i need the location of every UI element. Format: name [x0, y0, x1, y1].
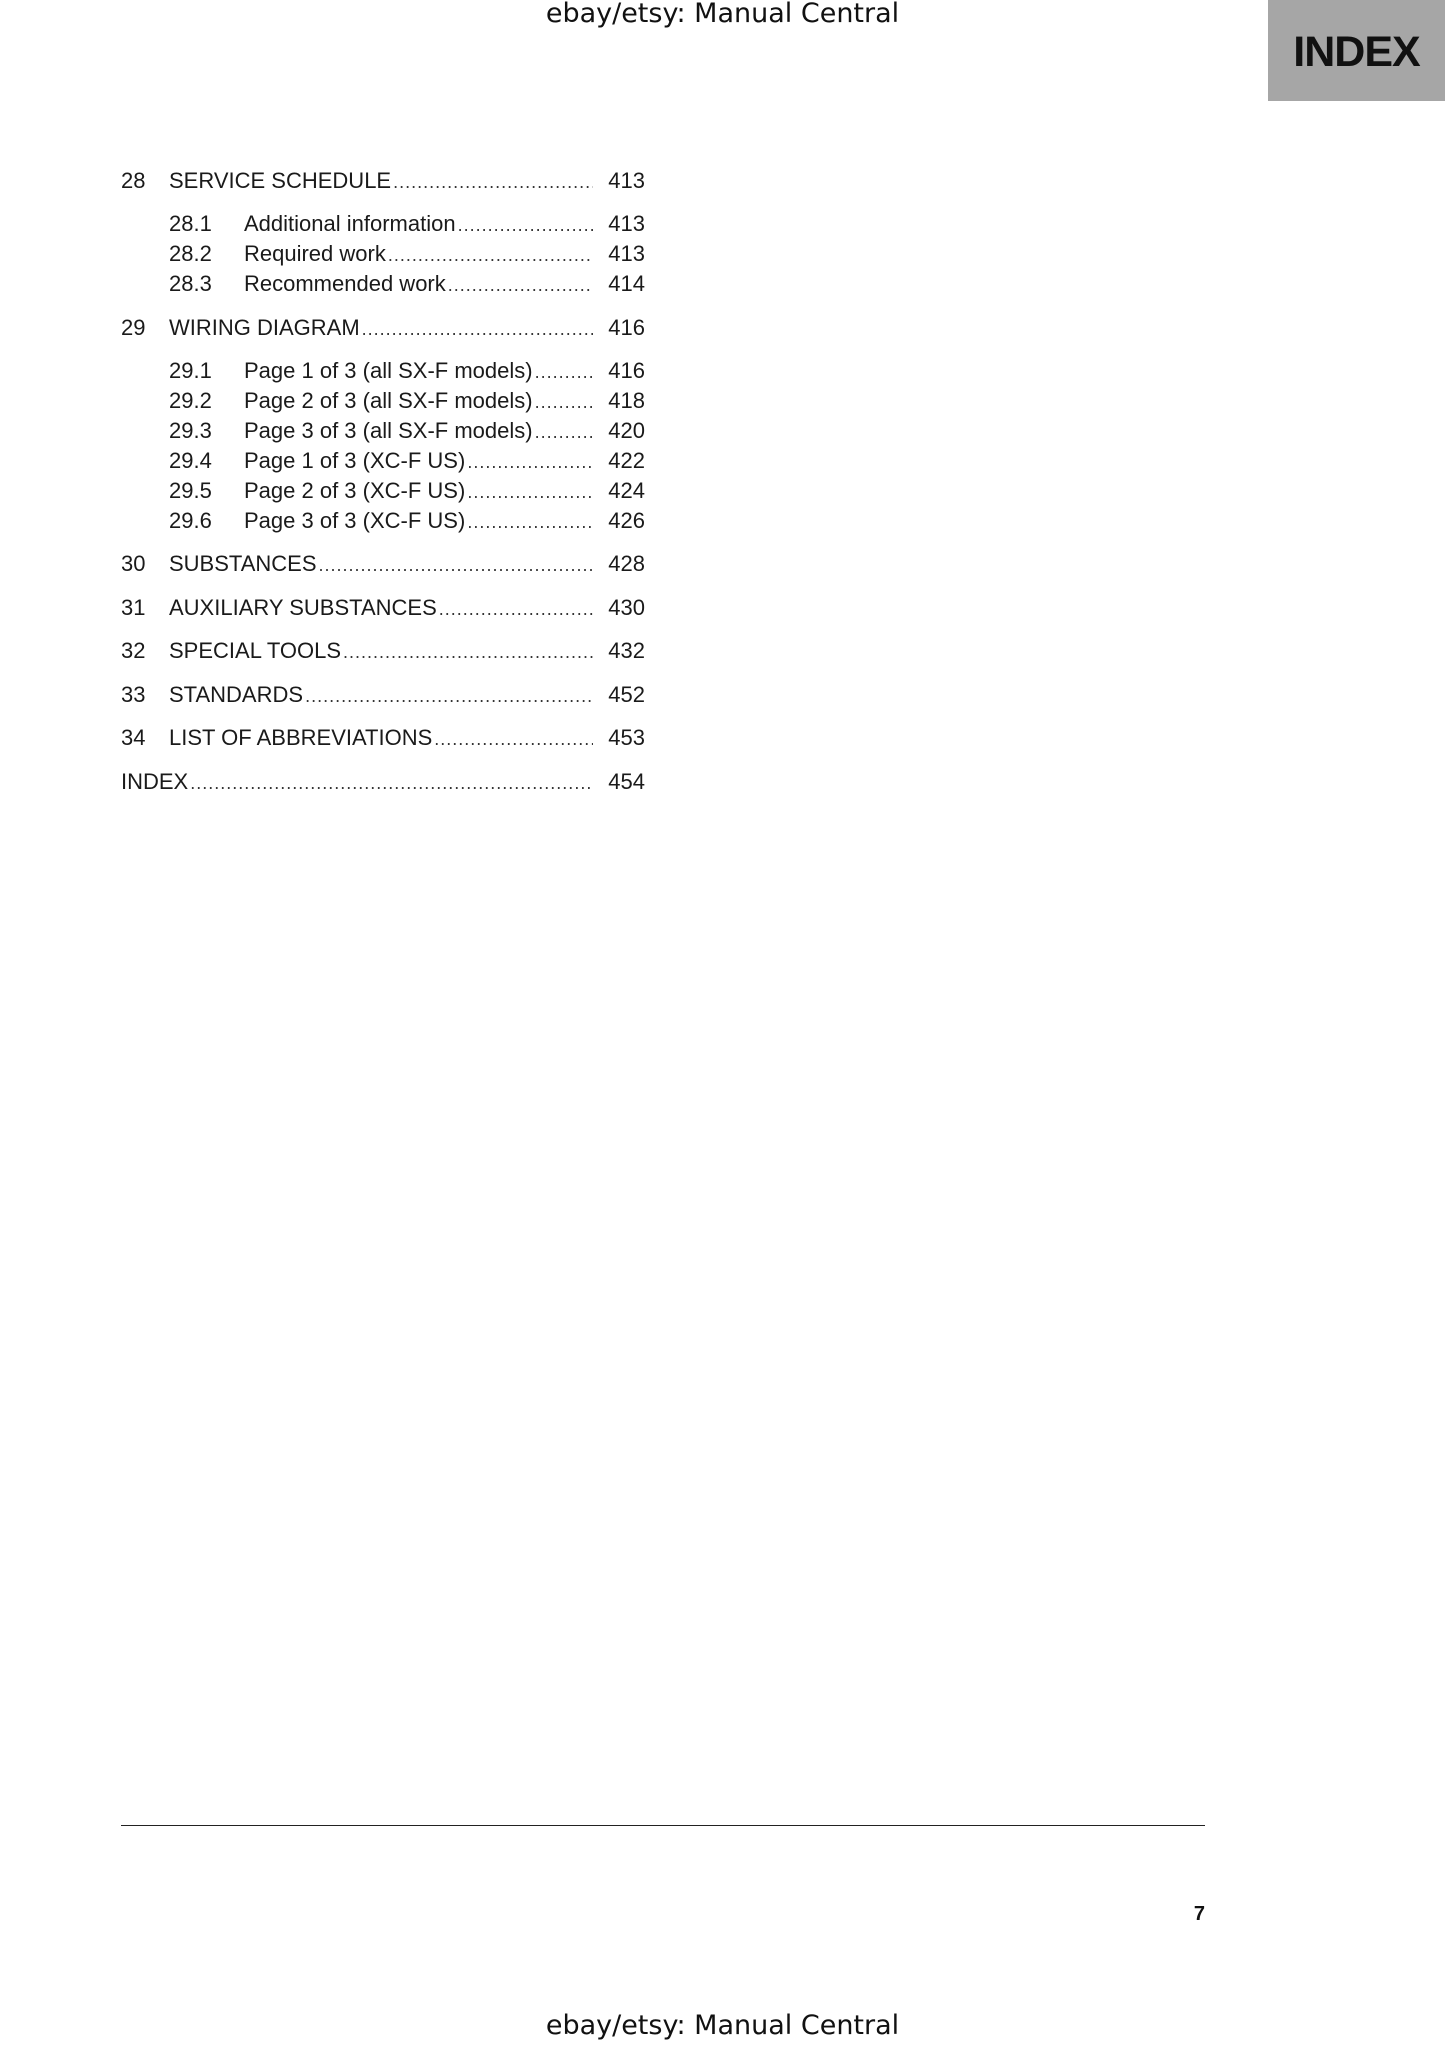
page-number: 7 [1193, 1903, 1205, 1925]
toc-entry-number: 33 [121, 682, 146, 707]
toc-subentry[interactable] [121, 386, 645, 416]
toc-entry-page: 428 [608, 551, 645, 576]
toc-subentry[interactable] [121, 269, 645, 299]
toc-entry-page: 413 [608, 241, 645, 266]
toc-entry-title: Page 1 of 3 (all SX-F models) [244, 356, 535, 386]
toc-entry-title: Recommended work [244, 269, 448, 299]
toc-entry-page: 453 [608, 725, 645, 750]
toc-entry-page: 416 [608, 358, 645, 383]
toc-entry[interactable] [121, 723, 645, 753]
section-tab-index: INDEX [1268, 0, 1445, 101]
toc-dot-leader [190, 768, 593, 798]
toc-entry-number: 29.3 [169, 418, 212, 443]
toc-entry-title: LIST OF ABBREVIATIONS [169, 723, 434, 753]
toc-entry[interactable] [121, 313, 645, 343]
toc-entry-number: 32 [121, 638, 146, 663]
toc-entry-title: AUXILIARY SUBSTANCES [169, 593, 439, 623]
toc-entry[interactable] [121, 593, 645, 623]
toc-entry-page: 426 [608, 508, 645, 533]
toc-dot-leader [535, 417, 593, 447]
toc-entry-title: STANDARDS [169, 680, 305, 710]
footer-divider [121, 1825, 1205, 1826]
toc-entry-number: 28 [121, 168, 146, 193]
toc-entry-number: 28.1 [169, 211, 212, 236]
toc-subentry[interactable] [121, 209, 645, 239]
toc-entry-page: 418 [608, 388, 645, 413]
toc-dot-leader [388, 240, 593, 270]
toc-entry-number: 29.4 [169, 448, 212, 473]
toc-dot-leader [448, 270, 593, 300]
toc-dot-leader [467, 447, 593, 477]
toc-entry-page: 420 [608, 418, 645, 443]
toc-subentry[interactable] [121, 416, 645, 446]
toc-entry[interactable] [121, 680, 645, 710]
toc-entry-number: 28.2 [169, 241, 212, 266]
toc-subentry[interactable] [121, 446, 645, 476]
toc-entry[interactable] [121, 166, 645, 196]
toc-entry[interactable] [121, 549, 645, 579]
toc-entry-title: WIRING DIAGRAM [169, 313, 362, 343]
toc-dot-leader [393, 167, 593, 197]
toc-entry-page: 452 [608, 682, 645, 707]
toc-subentry[interactable] [121, 239, 645, 269]
toc-entry-number: 31 [121, 595, 146, 620]
toc-entry[interactable] [121, 636, 645, 666]
toc-entry-page: 413 [608, 211, 645, 236]
toc-subentry[interactable] [121, 506, 645, 536]
toc-entry-number: 30 [121, 551, 146, 576]
toc-dot-leader [458, 210, 593, 240]
toc-entry-number: 28.3 [169, 271, 212, 296]
watermark-top: ebay/etsy: Manual Central [545, 0, 900, 29]
toc-dot-leader [343, 637, 593, 667]
toc-dot-leader [467, 477, 593, 507]
toc-entry-title: Page 2 of 3 (XC-F US) [244, 476, 467, 506]
toc-dot-leader [305, 681, 593, 711]
toc-dot-leader [319, 550, 593, 580]
toc-dot-leader [439, 594, 593, 624]
toc-entry-page: 414 [608, 271, 645, 296]
toc-entry-title: Page 3 of 3 (all SX-F models) [244, 416, 535, 446]
toc-entry-title: SUBSTANCES [169, 549, 319, 579]
toc-entry-title: Page 2 of 3 (all SX-F models) [244, 386, 535, 416]
watermark-bottom: ebay/etsy: Manual Central [545, 2010, 900, 2041]
toc-entry-page: 422 [608, 448, 645, 473]
toc-entry-number: 29.1 [169, 358, 212, 383]
toc-entry-page: 413 [608, 168, 645, 193]
toc-entry-index[interactable] [121, 767, 645, 797]
toc-entry-title: Required work [244, 239, 388, 269]
toc-entry-title: Page 3 of 3 (XC-F US) [244, 506, 467, 536]
toc-entry-page: 416 [608, 315, 645, 340]
toc-subentry[interactable] [121, 356, 645, 386]
toc-entry-number: 29.6 [169, 508, 212, 533]
toc-dot-leader [362, 314, 593, 344]
toc-entry-number: 29 [121, 315, 146, 340]
toc-entry-number: 29.5 [169, 478, 212, 503]
toc-entry-title: SERVICE SCHEDULE [169, 166, 393, 196]
toc-entry-page: 424 [608, 478, 645, 503]
toc-entry-page: 454 [608, 769, 645, 794]
toc-entry-page: 430 [608, 595, 645, 620]
toc-subentry[interactable] [121, 476, 645, 506]
toc-dot-leader [535, 357, 593, 387]
toc-dot-leader [434, 724, 593, 754]
toc-dot-leader [467, 507, 593, 537]
toc-entry-title: Additional information [244, 209, 458, 239]
toc-entry-title: INDEX [121, 767, 190, 797]
toc-entry-number: 29.2 [169, 388, 212, 413]
toc-dot-leader [535, 387, 593, 417]
toc-entry-page: 432 [608, 638, 645, 663]
toc-entry-title: Page 1 of 3 (XC-F US) [244, 446, 467, 476]
toc-entry-number: 34 [121, 725, 146, 750]
toc-entry-title: SPECIAL TOOLS [169, 636, 343, 666]
